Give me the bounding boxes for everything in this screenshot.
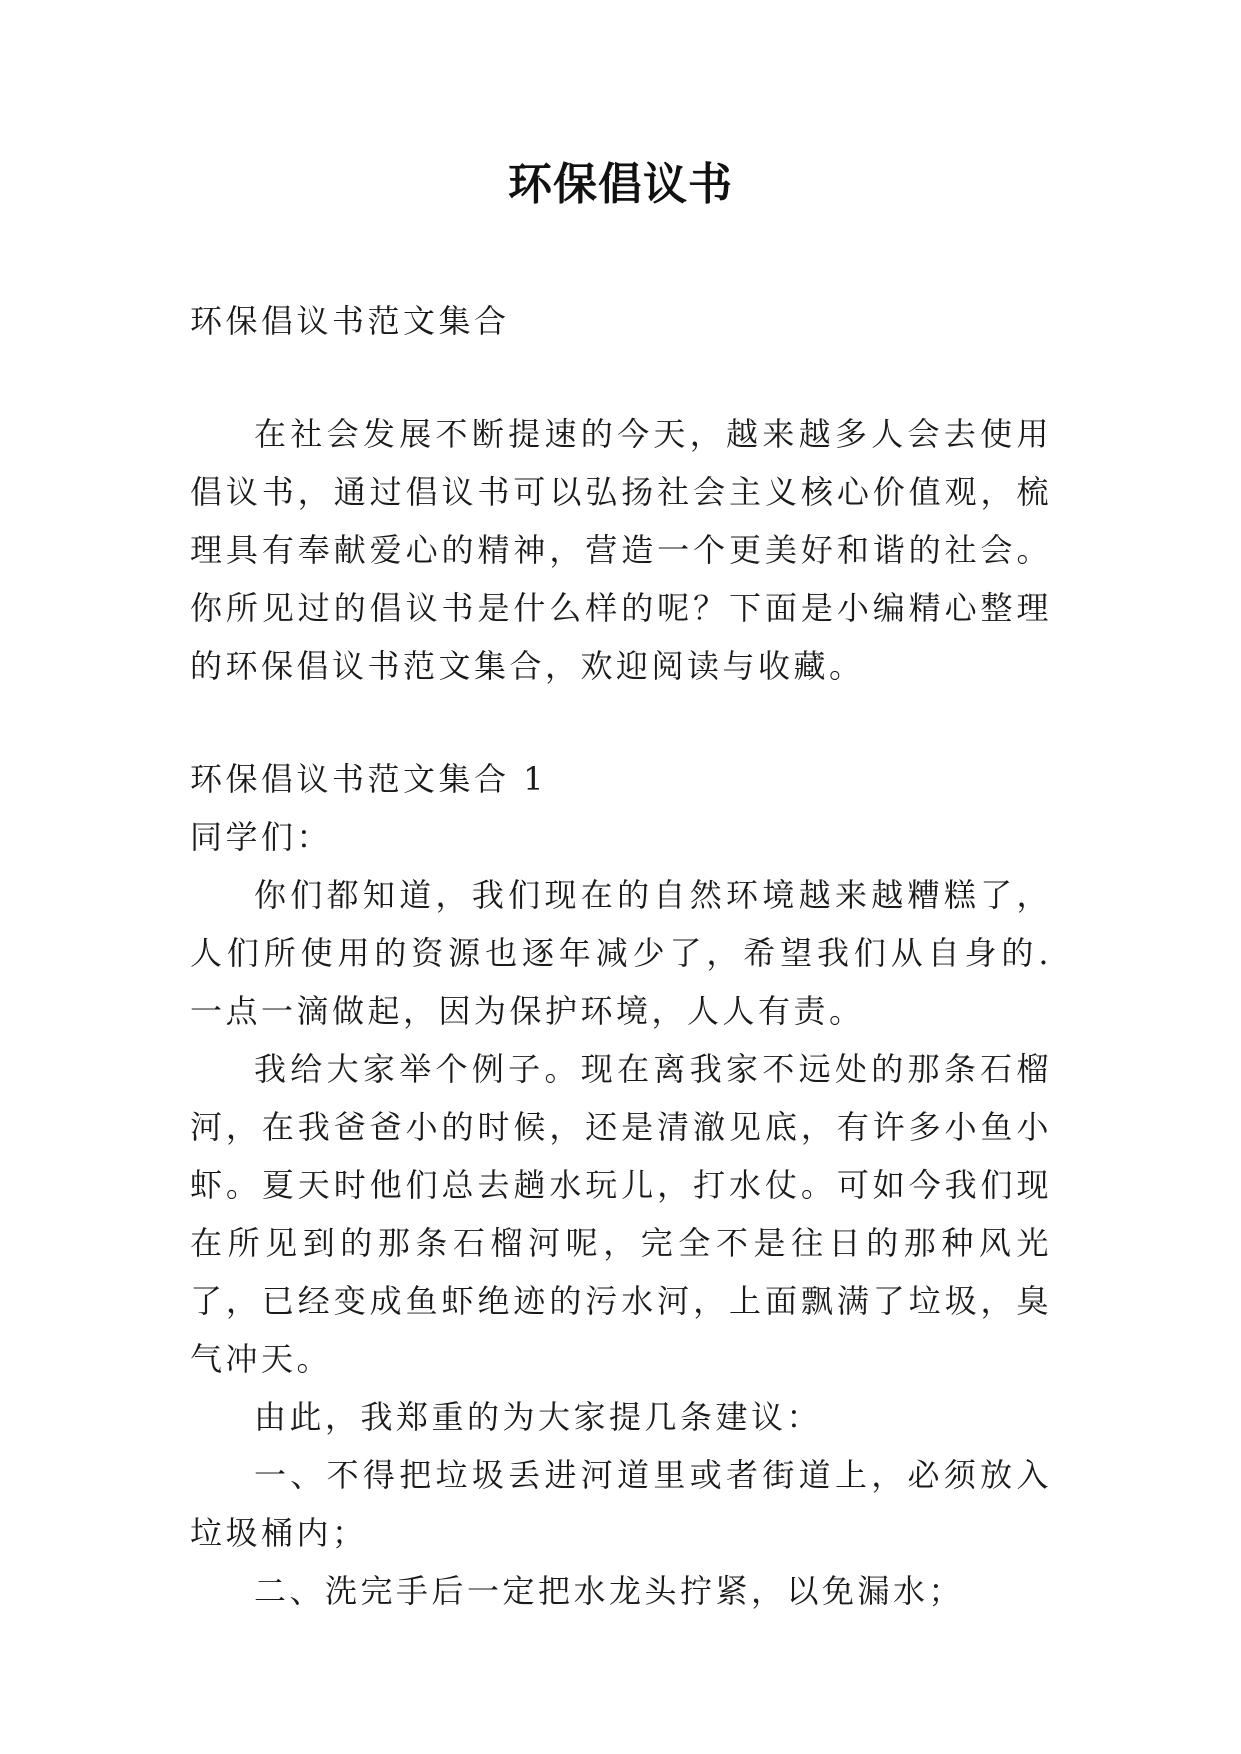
body-paragraph-2: 我给大家举个例子。现在离我家不远处的那条石榴河，在我爸爸小的时候，还是清澈见底，有许多小鱼小虾。夏天时他们总去趟水玩儿，打水仗。可如今我们现在所见到的那条石榴河呢，完全不是往日的那种风光了，已经变成鱼虾绝迹的污水河，上面飘满了垃圾，臭气冲天。 (190, 1050, 1052, 1378)
document-body (190, 292, 1052, 1620)
suggestion-1: 一、不得把垃圾丢进河道里或者街道上，必须放入垃圾桶内； (190, 1456, 1052, 1552)
salutation: 同学们： (190, 818, 333, 856)
document-title: 环保倡议书 (508, 159, 733, 210)
body-paragraph-1: 你们都知道，我们现在的自然环境越来越糟糕了，人们所使用的资源也逐年减少了，希望我们从自身的.一点一滴做起，因为保护环境，人人有责。 (190, 876, 1052, 1030)
suggestion-2: 二、洗完手后一定把水龙头拧紧，以免漏水； (254, 1572, 965, 1610)
intro-paragraph: 在社会发展不断提速的今天，越来越多人会去使用倡议书，通过倡议书可以弘扬社会主义核心价值观，梳理具有奉献爱心的精神，营造一个更美好和谐的社会。你所见过的倡议书是什么样的呢？下面是小编精心整理的环保倡议书范文集合，欢迎阅读与收藏。 (190, 415, 1052, 685)
body-paragraph-3: 由此，我郑重的为大家提几条建议： (254, 1398, 823, 1436)
document-subtitle: 环保倡议书范文集合 (190, 302, 510, 340)
section-heading: 环保倡议书范文集合 1 (190, 760, 548, 798)
